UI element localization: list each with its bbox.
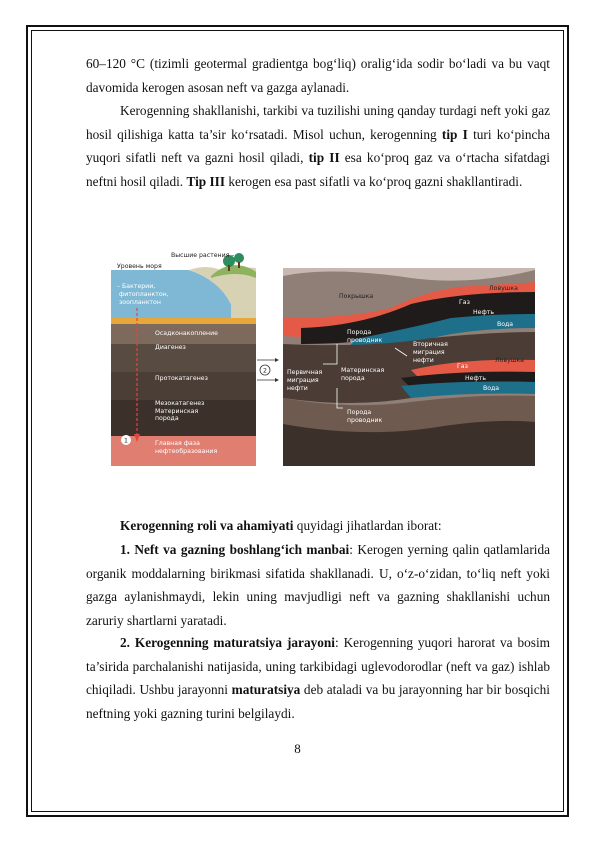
point-2-heading: 2. Kerogenning maturatsiya jarayoni	[120, 635, 335, 650]
maturation-term: maturatsiya	[231, 682, 301, 697]
label-diagenesis: Диагенез	[155, 344, 186, 351]
tip1-label: tip I	[441, 126, 468, 142]
label-protocatagenesis: Протокатагенез	[155, 375, 208, 382]
label-reservoir-top: Порода	[347, 329, 372, 336]
marker-1: 1	[124, 437, 128, 445]
label-oil-top: Нефть	[473, 309, 495, 316]
connector	[257, 358, 279, 382]
label-reservoir-top: проводник	[347, 337, 383, 344]
label-trap-bottom: Ловушка	[495, 357, 524, 364]
label-secondary-migration: Вторичная	[413, 341, 448, 348]
label-secondary-migration: нефти	[413, 357, 434, 364]
label-sedimentation: Осадконакопление	[155, 330, 218, 337]
label-reservoir-bottom: проводник	[347, 417, 383, 424]
label-water-top: Вода	[497, 321, 514, 328]
label-main-phase: Главная фаза	[155, 440, 200, 447]
label-water-bottom: Вода	[483, 385, 500, 392]
paragraph-text	[86, 538, 550, 632]
text-span: esa ko‘proq gaz va o‘rtacha sifatdagi neftni hosil qiladi.	[86, 150, 550, 189]
label-source-rock: порода	[155, 415, 179, 422]
paragraph-temperature	[86, 52, 550, 99]
label-main-phase: нефтеобразования	[155, 448, 218, 455]
label-sea-level: Уровень моря	[117, 263, 162, 270]
text-span: Kerogenning shakllanishi, tarkibi va tuzilishi uning qanday turdagi neft yoki gaz hosil qilishiga katta ta’sir ko‘rsatadi. Misol uchun, kerogenning	[86, 103, 550, 142]
tip2-label: tip II	[308, 150, 340, 165]
label-primary-migration: нефти	[287, 385, 308, 392]
label-primary-migration: миграция	[287, 377, 319, 384]
paragraph-text: 60–120 °C (tizimli geotermal gradientga bog‘liq) oralig‘ida sodir bo‘ladi va bu vaqt davomida kerogen asosan neft va gazga aylanadi.	[86, 56, 550, 95]
label-cap-rock: Покрышка	[339, 293, 374, 300]
label-secondary-migration: миграция	[413, 349, 445, 356]
label-higher-plants: Высшие растения –	[171, 252, 235, 259]
text-span: deb ataladi va bu jarayonning har bir bosqichi neftning yoki gazning turini belgilaydi.	[86, 682, 550, 721]
label-gas-bottom: Газ	[457, 363, 468, 370]
label-mesocatagenesis: Мезокатагенез	[155, 400, 205, 407]
paragraph-role-heading	[86, 514, 550, 538]
paragraph-kerogen-types	[86, 99, 550, 193]
marker-2: 2	[263, 367, 267, 375]
label-bacteria: – Бактерии,	[117, 283, 156, 290]
point-1-heading: 1. Neft va gazning boshlang‘ich manbai	[120, 542, 350, 557]
label-primary-migration: Первичная	[287, 369, 323, 376]
paragraph-text	[86, 514, 550, 538]
text-span: kerogen esa past sifatli va ko‘proq gazni shakllantiradi.	[225, 173, 523, 189]
label-gas-top: Газ	[459, 299, 470, 306]
label-source-rock: Материнская	[155, 408, 199, 415]
text-span: turi ko‘pincha yuqori sifatli neft va gazni hosil qiladi,	[86, 126, 550, 165]
text-span: quyidagi jihatlardan iborat:	[293, 518, 442, 533]
label-source-rock-right: порода	[341, 375, 365, 382]
left-panel	[111, 252, 256, 466]
label-reservoir-bottom: Порода	[347, 409, 372, 416]
role-heading: Kerogenning roli va ahamiyati	[120, 518, 294, 533]
label-source-rock-right: Материнская	[341, 367, 385, 374]
text-span: : Kerogenning yuqori harorat va bosim ta’sirida parchalanishi natijasida, uning tarkibidagi uglevodorodlar (neft va gaz) ishlab chiqiladi. Ushbu jarayonni	[86, 635, 550, 697]
paragraph-point-1	[86, 538, 550, 632]
paragraph-text	[86, 631, 550, 725]
paragraph-text	[86, 99, 550, 193]
text-span: : Kerogen yerning qalin qatlamlarida organik moddalarning birikmasi sifatida shakllanadi. U, o‘z-o‘zidan, to‘liq neft yoki gazga aylanishmaydi, lekin uning mavjudligi neft va gazning shakllanishi uchun zaruriy shartlarni yaratadi.	[86, 542, 550, 628]
kerogen-diagram-figure	[111, 248, 535, 466]
right-panel	[283, 268, 535, 466]
label-zoo: зоопланктон	[119, 299, 161, 306]
tip3-label: Tip III	[186, 173, 226, 189]
paragraph-point-2	[86, 631, 550, 725]
label-oil-bottom: Нефть	[465, 375, 487, 382]
page-number: 8	[294, 741, 301, 756]
label-trap-top: Ловушка	[489, 285, 518, 292]
label-phyto: фитопланктон,	[119, 291, 169, 298]
